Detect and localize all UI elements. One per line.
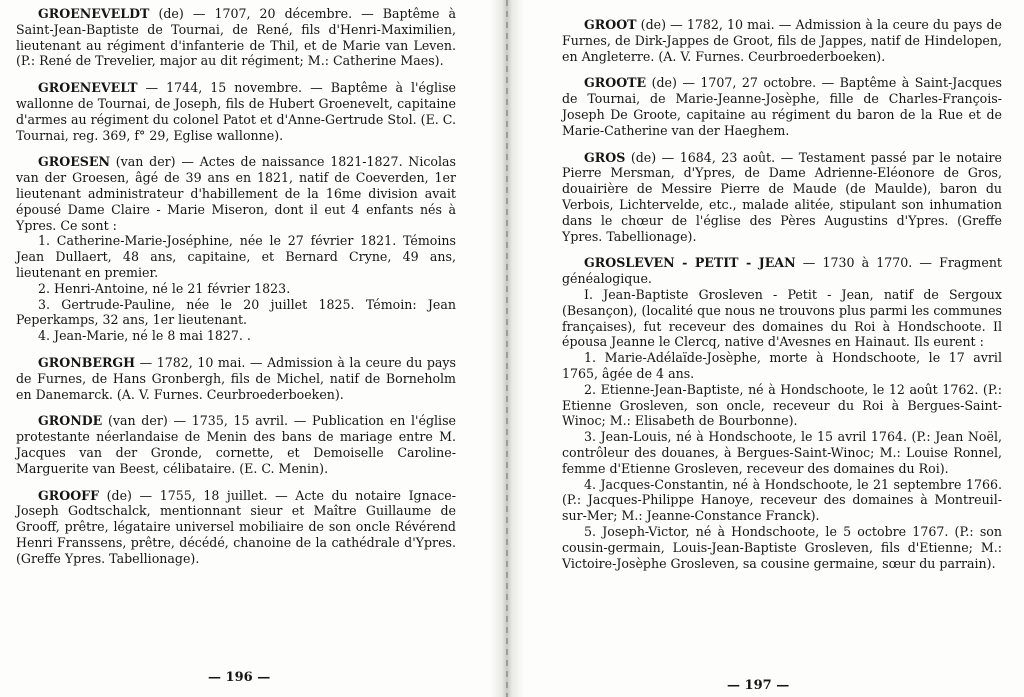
list-item: 4. Jean-Marie, né le 8 mai 1827. . xyxy=(38,328,251,344)
entry-name: GROS xyxy=(584,149,626,165)
page-number-right: — 197 — xyxy=(727,678,790,693)
entry-name: GRONBERGH xyxy=(38,354,136,370)
entry-name: GRONDE xyxy=(38,413,103,429)
entry-particle: (de) xyxy=(630,149,657,165)
entry-text: — 1735, 15 avril. — Publication en l'église protestante néerlandaise de Menin des bans de mariage entre M. Jacques van der Gronde, cornette, et Demoiselle Caroline-Marguerite van Beest, célibataire. (E. C. Menin). xyxy=(16,413,456,476)
list-item: 3. Gertrude-Pauline, née le 20 juillet 1825. Témoin: Jean Peperkamps, 32 ans, 1er lieutenant. xyxy=(16,296,456,328)
entry-groenevelt xyxy=(16,80,456,143)
right-page xyxy=(512,0,1024,697)
list-item: 4. Jacques-Constantin, né à Hondschoote, le 21 septembre 1766. (P.: Jacques-Philippe Hanoye, receveur des domaines à Montreuil-sur-Mer; M.: Jeanne-Constance Franck). xyxy=(562,476,1002,524)
list-item: 3. Jean-Louis, né à Hondschoote, le 15 avril 1764. (P.: Jean Noël, contrôleur des douanes, à Bergues-Saint-Winoc; M.: Louise Ronnel, femme d'Etienne Grosleven, receveur des domaines du Roi). xyxy=(562,429,1002,476)
list-item: 1. Catherine-Marie-Joséphine, née le 27 février 1821. Témoins Jean Dullaert, 48 ans, capitaine, et Bernard Cryne, 49 ans, lieutenant en premier. xyxy=(16,233,456,280)
entry-text: — 1744, 15 novembre. — Baptême à l'église wallonne de Tournai, de Joseph, fils de Hubert Groenevelt, capitaine d'armes au régiment du colonel Patot et d'Anne-Gertrude Stol. (E. C. Tournai, reg. 369, f° 29, Eglise wallonne). xyxy=(16,80,456,143)
entry-groot xyxy=(562,17,1002,64)
entry-groesen xyxy=(16,154,456,344)
entry-name: GROOT xyxy=(584,17,637,32)
entry-text: — 1707, 27 octobre. — Baptême à Saint-Jacques de Tournai, de Marie-Jeanne-Josèphe, fille de Charles-François-Joseph De Groote, capitaine au régiment du baron de la Rue et de Marie-Catherine van der Haeghem. xyxy=(562,75,1002,138)
entry-gronde xyxy=(16,413,456,476)
list-item: 1. Marie-Adélaïde-Josèphe, morte à Hondschoote, le 17 avril 1765, âgée de 4 ans. xyxy=(562,350,1002,381)
entry-groote xyxy=(562,75,1002,138)
entry-name: GROOTE xyxy=(584,75,647,91)
entry-text: — 1755, 18 juillet. — Acte du notaire Ignace-Joseph Godtschalck, mentionnant sieur et Maître Guillaume de Grooff, prêtre, légataire universel mobiliaire de son oncle Révérend Henri Franssens, prêtre, décédé, chanoine de la cathédrale d'Ypres. (Greffe Ypres. Tabellionage). xyxy=(16,487,456,566)
entry-text: — 1730 à 1770. — Fragment généalogique. xyxy=(562,255,1002,287)
entry-name: GROENEVELT xyxy=(38,80,138,96)
list-item: I. Jean-Baptiste Grosleven - Petit - Jean, natif de Sergoux (Besançon), (localité que nous ne trouvons plus parmi les communes françaises), fut receveur des domaines du Roi à Hondschoote. Il épousa Jeanne le Clercq, native d'Avesnes en Hainaut. Ils eurent : xyxy=(562,286,1002,350)
left-entries xyxy=(16,6,456,578)
page-number-left: — 196 — xyxy=(208,670,271,685)
left-page xyxy=(0,0,505,697)
list-item: 2. Etienne-Jean-Baptiste, né à Hondschoote, le 12 août 1762. (P.: Etienne Grosleven, son oncle, receveur du Roi à Bergues-Saint-Winoc; M.: Elisabeth de Bourbonne). xyxy=(562,381,1002,429)
entry-groeneveldt xyxy=(16,6,456,69)
entry-text: — 1684, 23 août. — Testament passé par le notaire Pierre Mersman, d'Ypres, de Dame Adrienne-Eléonore de Gros, douairière de Messire Pierre de Maude (de Maulde), baron du Verbois, Lichtervelde, etc., malade alitée, stipulant son inhumation dans le chœur de l'église des Pères Augustins d'Ypres. (Greffe Ypres. Tabellionage). xyxy=(562,149,1002,244)
entry-particle: (de) xyxy=(106,487,132,503)
entry-text: — 1782, 10 mai. — Admission à la ceure du pays de Furnes, de Hans Gronbergh, fils de Michel, natif de Borneholm en Danemarck. (A. V. Furnes. Ceurbroederboeken). xyxy=(16,354,456,402)
entry-text: — 1782, 10 mai. — Admission à la ceure du pays de Furnes, de Dirk-Jappes de Groot, fils de Jappes, natif de Hindelopen, en Angleterre. (A. V. Furnes. Ceurbroederboeken). xyxy=(562,17,1002,64)
entry-name: GROSLEVEN - PETIT - JEAN xyxy=(584,255,796,271)
list-item: 5. Joseph-Victor, né à Hondschoote, le 5 octobre 1767. (P.: son cousin-germain, Louis-Jean-Baptiste Grosleven, fils d'Etienne; M.: Victoire-Josèphe Grosleven, sa cousine germaine, sœur du parrain). xyxy=(562,523,1002,571)
entry-gronbergh xyxy=(16,355,456,402)
entry-grooff xyxy=(16,488,456,567)
entry-grosleven xyxy=(562,255,1002,571)
entry-name: GROOFF xyxy=(38,487,100,503)
entry-particle: (de) xyxy=(651,75,677,91)
entry-particle: (de) xyxy=(640,17,667,32)
entry-name: GROENEVELDT xyxy=(38,6,150,21)
entry-particle: (van der) xyxy=(115,154,176,170)
list-item: 2. Henri-Antoine, né le 21 février 1823. xyxy=(38,280,291,296)
entry-text: — Actes de naissance 1821-1827. Nicolas van der Groesen, âgé de 39 ans en 1821, natif de Coeverden, 1er lieutenant administrateur d'habillement de la 16me division avait épousé Dame Claire - Marie Miseron, dont il eut 4 enfants nés à Ypres. Ce sont : xyxy=(16,154,456,233)
entry-particle: (de) xyxy=(158,6,184,21)
entry-gros xyxy=(562,150,1002,245)
entry-name: GROESEN xyxy=(38,154,110,170)
right-entries xyxy=(562,17,1002,582)
entry-particle: (van der) xyxy=(107,413,168,429)
entry-text: — 1707, 20 décembre. — Baptême à Saint-Jean-Baptiste de Tournai, de René, fils d'Henri-Maximilien, lieutenant au régiment d'infanterie de Thil, et de Marie van Leven. (P.: René de Trevelier, major au dit régiment; M.: Catherine Maes). xyxy=(16,6,456,69)
